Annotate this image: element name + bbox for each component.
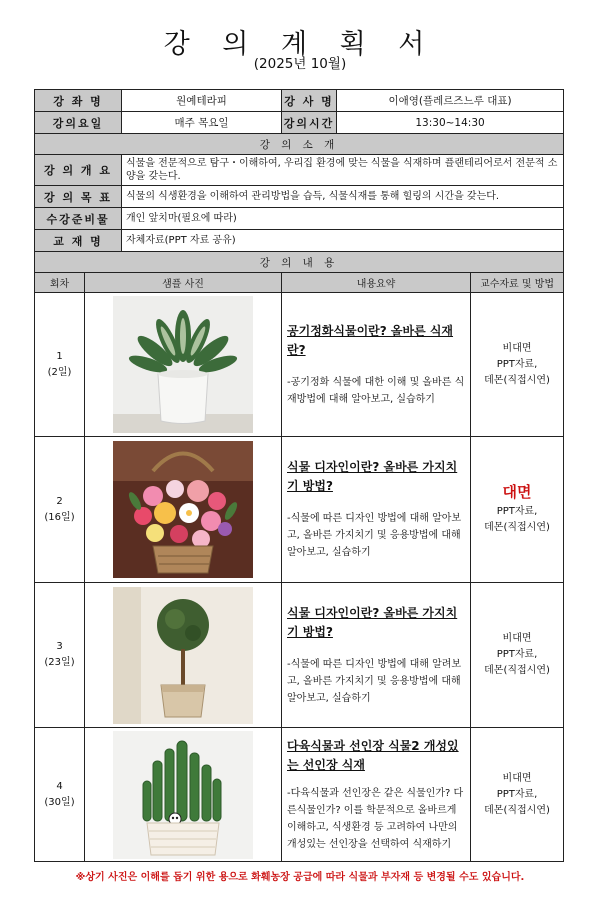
textbook-value: 자체자료(PPT 자료 공유) bbox=[122, 230, 564, 252]
method-cell bbox=[471, 437, 564, 583]
session-number-cell bbox=[35, 293, 85, 437]
content-summary-cell bbox=[282, 437, 471, 583]
col-session-header: 회차 bbox=[35, 273, 85, 293]
sample-photo-cell bbox=[85, 437, 282, 583]
lecture-plan-table bbox=[34, 89, 564, 862]
session-description: -공기정화 식물에 대한 이해 및 올바른 식재방법에 대해 알아보고, 실습하기 bbox=[287, 376, 465, 405]
method-cell bbox=[471, 293, 564, 437]
textbook-label: 교 재 명 bbox=[35, 230, 122, 252]
method-cell bbox=[471, 583, 564, 728]
info-row-schedule bbox=[35, 112, 564, 134]
topiary-tree-photo bbox=[113, 587, 253, 724]
method-mode: 비대면 bbox=[502, 633, 532, 644]
session-description: -식물에 따른 디자인 방법에 대해 알아보고, 올바른 가지치기 및 응용방법에 대해 알아보고, 실습하기 bbox=[287, 513, 462, 558]
method-demo: 데몬(직접시연) bbox=[484, 521, 550, 533]
method-demo: 데몬(직접시연) bbox=[484, 374, 550, 386]
session-title: 식물 디자인이란? 올바른 가지치기 방법? bbox=[287, 460, 458, 493]
session-row bbox=[35, 583, 564, 728]
session-title: 공기정화식물이란? 올바른 식재란? bbox=[287, 323, 454, 357]
col-method-header: 교수자료 및 방법 bbox=[471, 273, 564, 293]
time-value: 13:30~14:30 bbox=[337, 112, 564, 134]
method-cell bbox=[471, 728, 564, 862]
day-label: 강의요일 bbox=[35, 112, 122, 134]
session-number: 1 bbox=[56, 350, 63, 362]
instructor-label: 강 사 명 bbox=[282, 90, 337, 112]
method-material: PPT자료, bbox=[496, 358, 538, 370]
page-subtitle: (2025년 10월) bbox=[253, 56, 347, 72]
sample-photo-cell bbox=[85, 293, 282, 437]
session-row bbox=[35, 293, 564, 437]
overview-label: 강 의 개 요 bbox=[35, 155, 122, 186]
course-label: 강 좌 명 bbox=[35, 90, 122, 112]
goal-label: 강 의 목 표 bbox=[35, 186, 122, 208]
session-date: (16일) bbox=[44, 511, 75, 523]
method-mode: 비대면 bbox=[502, 772, 532, 784]
flower-basket-photo bbox=[113, 441, 253, 578]
content-summary-cell bbox=[282, 293, 471, 437]
col-photo-header: 샘플 사진 bbox=[85, 273, 282, 293]
session-title: 다육식물과 선인장 식물2 개성있는 선인장 식재 bbox=[287, 738, 459, 772]
session-number-cell bbox=[35, 583, 85, 728]
session-date: (2일) bbox=[47, 366, 72, 378]
footnote: ※상기 사진은 이해를 돕기 위한 용으로 화훼농장 공급에 따라 식물과 부자재 등 변경될 수도 있습니다. bbox=[75, 872, 525, 883]
session-description: -식물에 따른 디자인 방법에 대해 알려보고, 올바른 가지치기 및 응용방법에 대해 알아보고, 실습하기 bbox=[287, 658, 462, 704]
content-summary-cell bbox=[282, 728, 471, 862]
content-summary-cell bbox=[282, 583, 471, 728]
intro-band-row bbox=[35, 134, 564, 155]
cactus-pot-photo bbox=[113, 731, 253, 859]
page-title: 강 의 계 획 서 bbox=[163, 29, 437, 60]
session-row bbox=[35, 437, 564, 583]
supplies-label: 수강준비물 bbox=[35, 208, 122, 230]
session-description: -다육식물과 선인장은 같은 식물인가? 다른식물인가? 이를 학문적으로 올바르게 이해하고, 식생환경 등 고려하여 나만의 개성있는 선인장을 선택하여 식재하기 bbox=[287, 787, 464, 850]
intro-band: 강 의 소 개 bbox=[35, 134, 564, 155]
session-date: (23일) bbox=[44, 657, 75, 668]
session-title: 식물 디자인이란? 올바른 가지치기 방법? bbox=[287, 605, 458, 639]
goal-row bbox=[35, 186, 564, 208]
session-number: 4 bbox=[56, 780, 63, 792]
col-summary-header: 내용요약 bbox=[282, 273, 471, 293]
overview-value: 식물을 전문적으로 탐구・이해하여, 우리집 환경에 맞는 식물을 식재하며 플랜테리어로서 전문적 소양을 갖는다. bbox=[122, 155, 564, 186]
session-number-cell bbox=[35, 437, 85, 583]
course-value: 원예테라피 bbox=[122, 90, 282, 112]
supplies-value: 개인 앞치마(필요에 따라) bbox=[122, 208, 564, 230]
day-value: 매주 목요일 bbox=[122, 112, 282, 134]
method-in-person-emphasis: 대면 bbox=[502, 482, 532, 501]
content-band-row bbox=[35, 252, 564, 273]
session-date: (30일) bbox=[44, 796, 75, 808]
session-number: 3 bbox=[56, 641, 63, 652]
overview-row bbox=[35, 155, 564, 186]
goal-value: 식물의 식생환경을 이해하여 관리방법을 습득, 식물식재를 통해 힐링의 시간을 갖는다. bbox=[122, 186, 564, 208]
time-label: 강의시간 bbox=[282, 112, 337, 134]
method-material: PPT자료, bbox=[496, 649, 538, 660]
textbook-row bbox=[35, 230, 564, 252]
method-demo: 데몬(직접시연) bbox=[484, 665, 550, 676]
method-material: PPT자료, bbox=[496, 505, 538, 517]
supplies-row bbox=[35, 208, 564, 230]
session-row bbox=[35, 728, 564, 862]
info-row-course bbox=[35, 90, 564, 112]
sample-photo-cell bbox=[85, 728, 282, 862]
content-band: 강 의 내 용 bbox=[35, 252, 564, 273]
content-header-row bbox=[35, 273, 564, 293]
session-number-cell bbox=[35, 728, 85, 862]
sample-photo-cell bbox=[85, 583, 282, 728]
instructor-value: 이애영(플레르즈느루 대표) bbox=[337, 90, 564, 112]
method-mode: 비대면 bbox=[502, 342, 532, 354]
session-number: 2 bbox=[56, 495, 63, 507]
potted-aglaonema-photo bbox=[113, 296, 253, 433]
method-demo: 데몬(직접시연) bbox=[484, 804, 550, 816]
method-material: PPT자료, bbox=[496, 788, 538, 800]
